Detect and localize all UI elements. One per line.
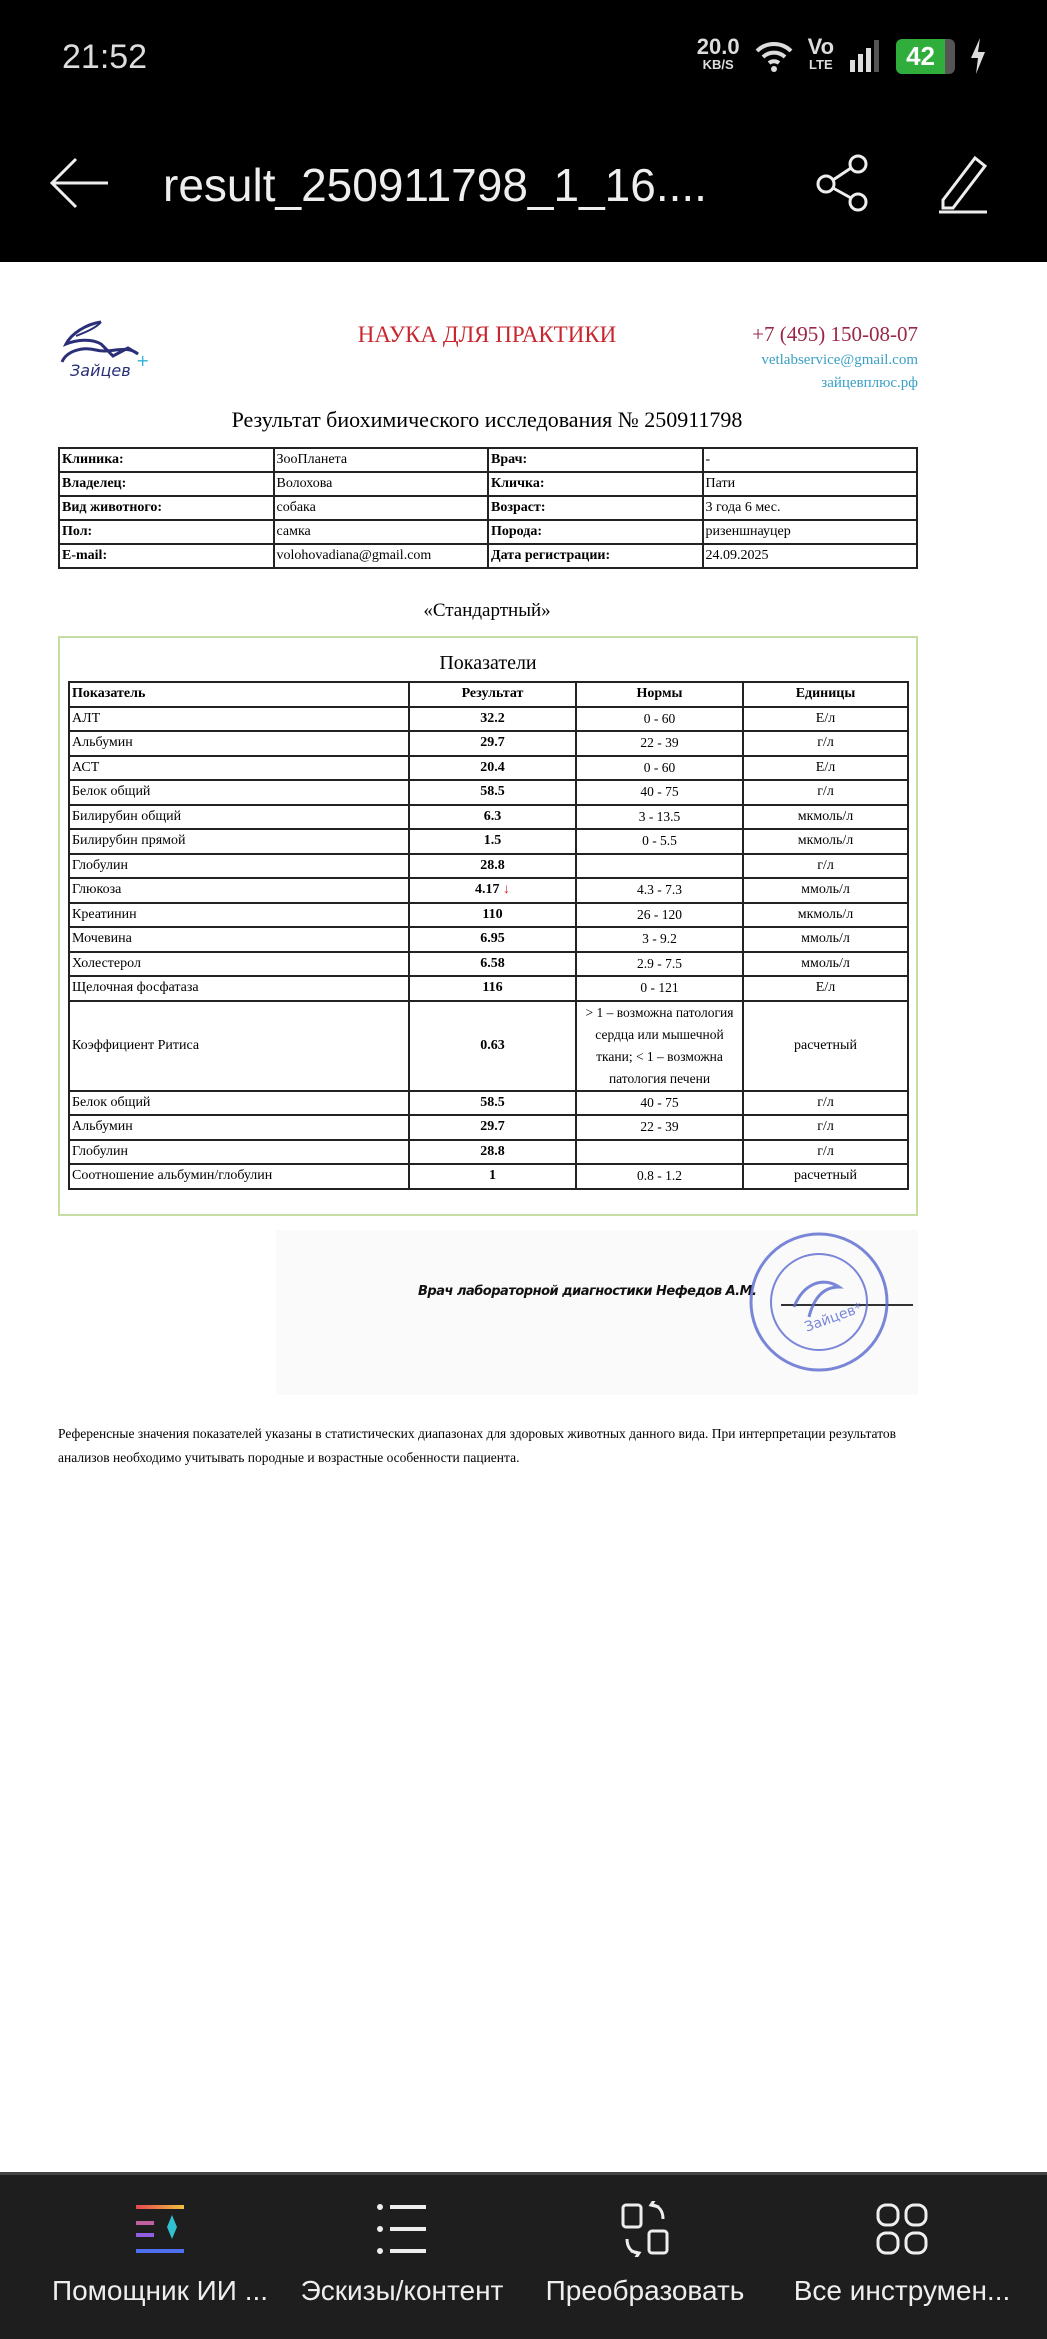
- result-value: [409, 829, 576, 854]
- info-row: [59, 496, 917, 520]
- unit: ммоль/л: [743, 952, 908, 977]
- indicator-name: Холестерол: [69, 952, 409, 977]
- indicator-name: Белок общий: [69, 1091, 409, 1116]
- lab-email[interactable]: vetlabservice@gmail.com: [761, 352, 918, 368]
- indicator-name: Коэффициент Ритиса: [69, 1001, 409, 1091]
- result-value: [409, 756, 576, 781]
- info-value: ризеншнауцер: [703, 520, 918, 544]
- indicator-name: Глобулин: [69, 1140, 409, 1165]
- info-label: Дата регистрации:: [488, 544, 703, 568]
- table-row: [69, 878, 908, 903]
- result-value: [409, 854, 576, 879]
- unit: г/л: [743, 1115, 908, 1140]
- result-number: 32.2: [480, 710, 505, 726]
- indicator-name: Соотношение альбумин/глобулин: [69, 1164, 409, 1189]
- convert-label: Преобразовать: [545, 2275, 745, 2306]
- result-number: 28.8: [480, 1143, 505, 1159]
- convert-button[interactable]: [515, 2201, 775, 2307]
- norm-range: 40 - 75: [576, 1091, 743, 1116]
- unit: мкмоль/л: [743, 805, 908, 830]
- share-icon: [812, 152, 872, 212]
- result-number: 29.7: [480, 1119, 505, 1135]
- info-value: volohovadiana@gmail.com: [274, 544, 489, 568]
- lab-phone[interactable]: +7 (495) 150-08-07: [752, 322, 918, 346]
- table-row: [69, 829, 908, 854]
- signal-icon: [848, 40, 882, 72]
- norm-range: 0 - 60: [576, 707, 743, 732]
- charging-icon: [969, 38, 987, 74]
- result-value: [409, 976, 576, 1001]
- info-value: -: [703, 448, 918, 472]
- result-number: 28.8: [480, 857, 505, 873]
- result-number: 110: [482, 906, 503, 922]
- table-row: [69, 731, 908, 756]
- share-button[interactable]: [812, 152, 872, 217]
- svg-text:+: +: [136, 351, 150, 370]
- result-number: 4.17: [475, 882, 500, 898]
- signature-block: [276, 1230, 918, 1395]
- indicator-name: АЛТ: [69, 707, 409, 732]
- table-row: [69, 903, 908, 928]
- indicator-name: Билирубин прямой: [69, 829, 409, 854]
- norm-range: 22 - 39: [576, 1115, 743, 1140]
- table-header-row: [69, 682, 908, 707]
- info-row: [59, 544, 917, 568]
- arrow-left-icon: [48, 155, 112, 211]
- info-row: [59, 472, 917, 496]
- result-number: 58.5: [480, 784, 505, 800]
- info-label: Пол:: [59, 520, 274, 544]
- info-value: собака: [274, 496, 489, 520]
- col-indicator: Показатель: [69, 682, 409, 707]
- result-value: [409, 878, 576, 903]
- pencil-icon: [935, 152, 991, 216]
- result-value: [409, 805, 576, 830]
- norm-range: [576, 854, 743, 879]
- info-value: Волохова: [274, 472, 489, 496]
- unit: мкмоль/л: [743, 829, 908, 854]
- table-row: [69, 1164, 908, 1189]
- norm-range: 4.3 - 7.3: [576, 878, 743, 903]
- results-panel: [58, 636, 918, 1216]
- svg-text:Зайцев: Зайцев: [70, 361, 131, 380]
- indicator-name: Белок общий: [69, 780, 409, 805]
- info-value: самка: [274, 520, 489, 544]
- norm-range: 2.9 - 7.5: [576, 952, 743, 977]
- result-number: 20.4: [480, 759, 505, 775]
- info-row: [59, 520, 917, 544]
- low-flag-icon: ↓: [503, 882, 510, 898]
- table-row: [69, 780, 908, 805]
- result-number: 29.7: [480, 735, 505, 751]
- unit: расчетный: [743, 1001, 908, 1091]
- info-value: ЗооПланета: [274, 448, 489, 472]
- network-speed: [696, 34, 740, 74]
- info-label: Владелец:: [59, 472, 274, 496]
- table-row: [69, 1140, 908, 1165]
- info-value: 24.09.2025: [703, 544, 918, 568]
- thumbnails-button[interactable]: [272, 2201, 532, 2307]
- unit: мкмоль/л: [743, 903, 908, 928]
- norm-range: [576, 1140, 743, 1165]
- norm-range: 0.8 - 1.2: [576, 1164, 743, 1189]
- norm-range: 26 - 120: [576, 903, 743, 928]
- report-title: Результат биохимического исследования № 250911798: [231, 407, 743, 432]
- info-row: [59, 448, 917, 472]
- info-label: Врач:: [488, 448, 703, 472]
- table-row: [69, 756, 908, 781]
- indicator-name: Глюкоза: [69, 878, 409, 903]
- indicator-name: Альбумин: [69, 1115, 409, 1140]
- result-value: [409, 903, 576, 928]
- volte-label: Vo: [807, 34, 835, 59]
- info-label: Кличка:: [488, 472, 703, 496]
- unit: ммоль/л: [743, 878, 908, 903]
- table-row: [69, 952, 908, 977]
- result-value: [409, 731, 576, 756]
- edit-button[interactable]: [935, 152, 991, 221]
- result-number: 0.63: [480, 1037, 505, 1053]
- all-tools-label: Все инструмен...: [793, 2275, 1011, 2306]
- back-button[interactable]: [48, 155, 112, 220]
- ai-assistant-label: Помощник ИИ ...: [51, 2275, 269, 2306]
- lab-site[interactable]: зайцевплюс.рф: [821, 375, 918, 391]
- info-label: E-mail:: [59, 544, 274, 568]
- result-value: [409, 1091, 576, 1116]
- status-icons: [696, 34, 987, 74]
- result-number: 1: [489, 1168, 496, 1184]
- norm-range: > 1 – возможна патология сердца или мышечной ткани; < 1 – возможна патология печени: [576, 1001, 743, 1091]
- result-value: [409, 1164, 576, 1189]
- info-label: Клиника:: [59, 448, 274, 472]
- results-table: [68, 681, 909, 1190]
- indicator-name: АСТ: [69, 756, 409, 781]
- file-title: result_250911798_1_16....: [163, 159, 707, 211]
- table-row: [69, 1091, 908, 1116]
- table-row: [69, 1001, 908, 1091]
- result-value: [409, 1115, 576, 1140]
- grid-icon: [874, 2201, 930, 2257]
- battery-indicator: 42: [896, 39, 955, 74]
- table-row: [69, 805, 908, 830]
- result-number: 6.3: [483, 808, 502, 824]
- table-row: [69, 976, 908, 1001]
- lte-label: LTE: [809, 57, 833, 72]
- unit: г/л: [743, 780, 908, 805]
- result-value: [409, 952, 576, 977]
- indicator-name: Креатинин: [69, 903, 409, 928]
- info-label: Вид животного:: [59, 496, 274, 520]
- unit: Е/л: [743, 756, 908, 781]
- unit: Е/л: [743, 707, 908, 732]
- wifi-icon: [754, 39, 794, 73]
- result-value: [409, 780, 576, 805]
- doctor-signature: Врач лабораторной диагностики Нефедов А.М.: [418, 1284, 757, 1299]
- norm-range: 22 - 39: [576, 731, 743, 756]
- convert-icon: [617, 2201, 673, 2257]
- table-row: [69, 707, 908, 732]
- col-norm: Нормы: [576, 682, 743, 707]
- norm-range: 0 - 5.5: [576, 829, 743, 854]
- speed-unit: KB/S: [702, 57, 734, 72]
- result-number: 116: [482, 980, 503, 996]
- indicator-name: Глобулин: [69, 854, 409, 879]
- info-value: 3 года 6 мес.: [703, 496, 918, 520]
- app-header: [0, 0, 1047, 262]
- norm-range: 40 - 75: [576, 780, 743, 805]
- result-number: 6.58: [480, 955, 505, 971]
- result-value: [409, 707, 576, 732]
- ai-assistant-icon: [132, 2201, 188, 2257]
- indicator-name: Билирубин общий: [69, 805, 409, 830]
- all-tools-button[interactable]: [772, 2201, 1032, 2307]
- thumbnails-label: Эскизы/контент: [300, 2275, 504, 2306]
- indicator-name: Мочевина: [69, 927, 409, 952]
- norm-range: 3 - 9.2: [576, 927, 743, 952]
- unit: г/л: [743, 1091, 908, 1116]
- lab-stamp: [744, 1227, 894, 1377]
- result-number: 1.5: [483, 833, 502, 849]
- speed-value: 20.0: [696, 34, 740, 59]
- status-time: 21:52: [62, 38, 148, 76]
- info-value: Пати: [703, 472, 918, 496]
- col-unit: Единицы: [743, 682, 908, 707]
- indicator-name: Щелочная фосфатаза: [69, 976, 409, 1001]
- norm-range: 3 - 13.5: [576, 805, 743, 830]
- volte-indicator: [807, 34, 835, 74]
- unit: г/л: [743, 854, 908, 879]
- pdf-page: [0, 262, 1047, 2172]
- result-value: [409, 1140, 576, 1165]
- footnote: Референсные значения показателей указаны в статистических диапазонах для здоровых животных данного вида. При интерпретации результатов анализов необходимо учитывать породные и возрастные особенности пациента.: [58, 1426, 897, 1465]
- unit: ммоль/л: [743, 927, 908, 952]
- col-result: Результат: [409, 682, 576, 707]
- result-number: 6.95: [480, 931, 505, 947]
- slogan: НАУКА ДЛЯ ПРАКТИКИ: [357, 322, 617, 347]
- unit: Е/л: [743, 976, 908, 1001]
- norm-range: 0 - 121: [576, 976, 743, 1001]
- patient-info-table: [58, 447, 918, 569]
- unit: г/л: [743, 1140, 908, 1165]
- norm-range: 0 - 60: [576, 756, 743, 781]
- svg-text:Зайцев*: Зайцев*: [802, 1300, 865, 1336]
- result-value: [409, 1001, 576, 1091]
- unit: г/л: [743, 731, 908, 756]
- bottom-toolbar: [0, 2172, 1047, 2339]
- indicator-name: Альбумин: [69, 731, 409, 756]
- info-label: Возраст:: [488, 496, 703, 520]
- unit: расчетный: [743, 1164, 908, 1189]
- profile-name: «Стандартный»: [423, 600, 551, 621]
- result-number: 58.5: [480, 1094, 505, 1110]
- list-icon: [374, 2201, 430, 2257]
- table-row: [69, 854, 908, 879]
- result-value: [409, 927, 576, 952]
- ai-assistant-button[interactable]: [30, 2201, 290, 2307]
- table-row: [69, 927, 908, 952]
- info-label: Порода:: [488, 520, 703, 544]
- table-row: [69, 1115, 908, 1140]
- results-title: Показатели: [439, 652, 537, 674]
